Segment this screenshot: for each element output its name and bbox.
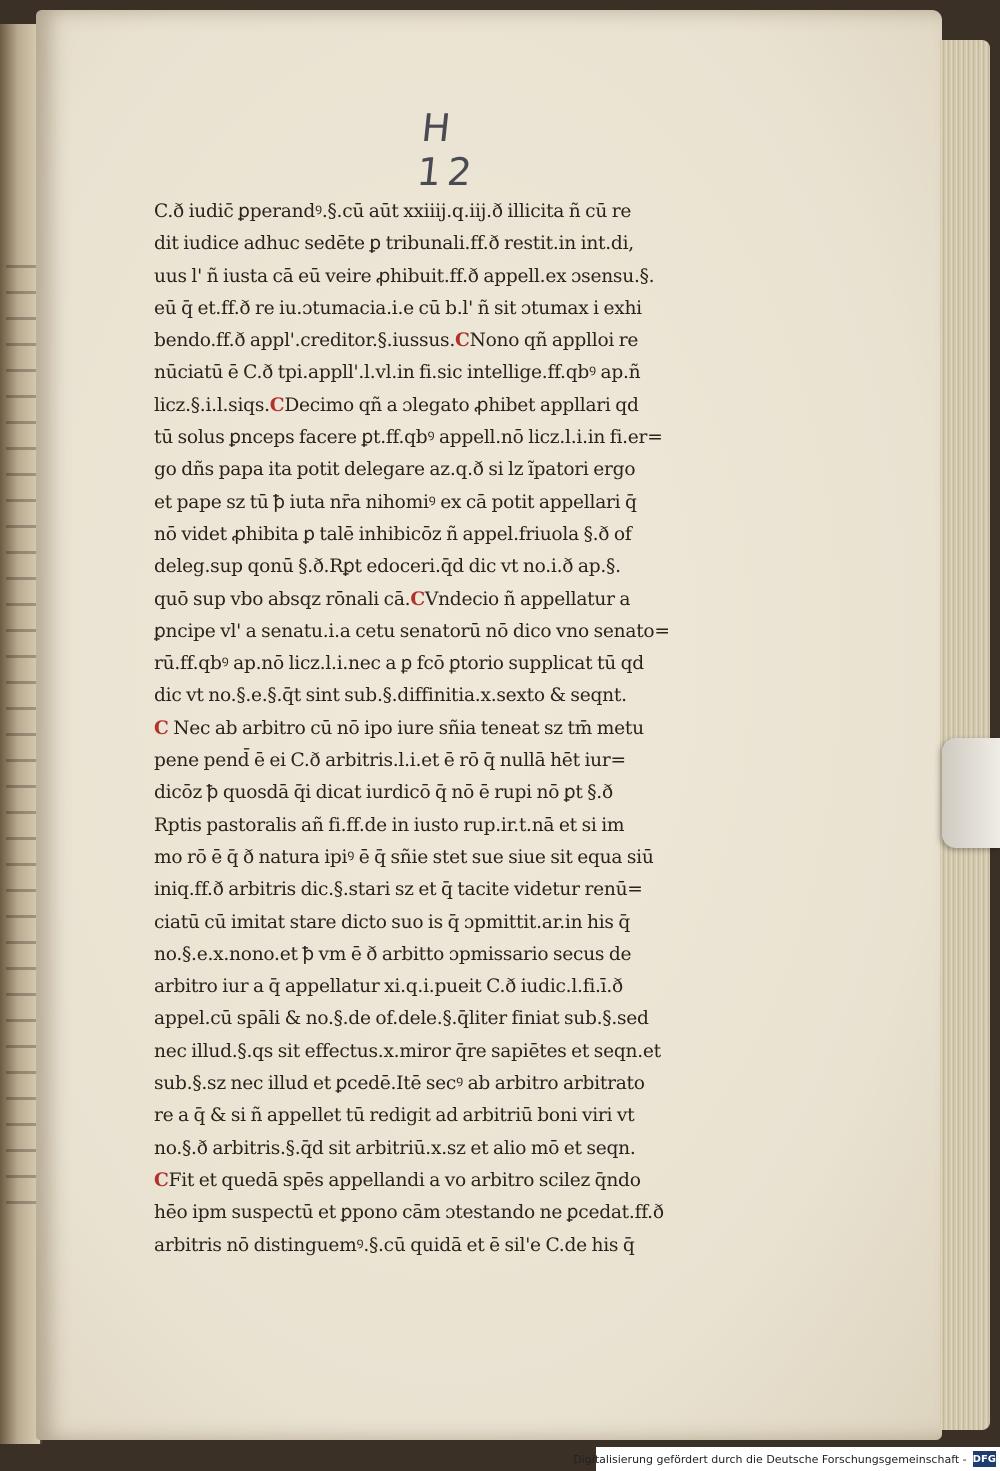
text-segment: Nec ab arbitro cū nō ipo iure sñia teneat sz tm̄ metu bbox=[168, 717, 644, 739]
text-segment: no.§.ð arbitris.§.q̄d sit arbitriū.x.sz et alio mō et seqn. bbox=[154, 1137, 636, 1159]
text-segment: dit iudice adhuc sedēte ꝑ tribunali.ff.ð restit.in int.di, bbox=[154, 233, 634, 255]
text-line bbox=[154, 261, 754, 293]
text-line bbox=[154, 1100, 754, 1132]
text-line bbox=[154, 971, 754, 1003]
text-line bbox=[154, 584, 754, 616]
text-segment: go dñs papa ita potit delegare az.q.ð si lz ĩpatori ergo bbox=[154, 459, 636, 481]
footer-bar bbox=[573, 1447, 1000, 1471]
text-segment: quō sup vbo absqz rōnali cā. bbox=[154, 588, 411, 610]
text-segment: eū q̄ et.ff.ð re iu.ɔtumacia.i.e cū b.l' ñ sit ɔtumax i exhi bbox=[154, 297, 642, 319]
text-segment: re a q̄ & si ñ appellet tū redigit ad arbitriū boni viri vt bbox=[154, 1105, 635, 1127]
text-line bbox=[154, 680, 754, 712]
fore-edge-pages bbox=[940, 40, 990, 1430]
rubric-paragraph-mark: C bbox=[410, 588, 425, 610]
text-line bbox=[154, 1197, 754, 1229]
dfg-logo-icon: DFG bbox=[973, 1451, 996, 1467]
text-segment: iniq.ff.ð arbitris dic.§.stari sz et q̄ tacite videtur renū= bbox=[154, 879, 643, 901]
text-segment: no.§.e.x.nono.et ꝥ vm ē ð arbitto ɔpmissario secus de bbox=[154, 943, 632, 965]
rubric-paragraph-mark: C bbox=[154, 717, 169, 739]
text-line bbox=[154, 551, 754, 583]
text-line bbox=[154, 1036, 754, 1068]
text-segment: C.ð iudic̄ ꝑperandꝰ.§.cū aūt xxiiij.q.iij.ð illicita ñ cū re bbox=[154, 201, 632, 222]
text-segment: tū solus ꝑnceps facere ꝑt.ff.qbꝰ appell.nō licz.l.i.in fi.er= bbox=[154, 427, 663, 449]
rubric-paragraph-mark: C bbox=[154, 1169, 169, 1191]
text-line bbox=[154, 1003, 754, 1035]
text-segment: nūciatū ē C.ð tpi.appll'.l.vl.in fi.sic intellige.ff.qbꝰ ap.ñ bbox=[154, 362, 641, 384]
text-line bbox=[154, 842, 754, 874]
text-line bbox=[154, 390, 754, 422]
text-segment: hēo ipm suspectū et ꝑpono cām ɔtestando ne ꝑcedat.ff.ð bbox=[154, 1202, 664, 1224]
text-segment: Fit et quedā spēs appellandi a vo arbitro scilez q̄ndo bbox=[168, 1169, 641, 1191]
text-line bbox=[154, 1165, 754, 1197]
text-segment: appel.cū spāli & no.§.de of.dele.§.q̄liter finiat sub.§.sed bbox=[154, 1008, 649, 1030]
text-segment: bendo.ff.ð appl'.creditor.§.iussus. bbox=[154, 330, 456, 352]
rubric-paragraph-mark: C bbox=[455, 330, 470, 352]
text-line bbox=[154, 196, 754, 228]
text-line bbox=[154, 1068, 754, 1100]
text-segment: ciatū cū imitat stare dicto suo is q̄ ɔpmittit.ar.in his q̄ bbox=[154, 911, 631, 933]
text-line bbox=[154, 1230, 754, 1262]
text-segment: licz.§.i.l.siqs. bbox=[154, 394, 270, 416]
text-segment: dicōz ꝥ quosdā q̄i dicat iurdicō q̄ nō ē rupi nō ꝑt §.ð bbox=[154, 782, 613, 804]
text-line bbox=[154, 357, 754, 389]
text-segment: uus l' ñ iusta cā eū veire ꝓhibuit.ff.ð appell.ex ɔsensu.§. bbox=[154, 265, 655, 287]
text-line bbox=[154, 648, 754, 680]
facing-page-text bbox=[6, 254, 36, 1204]
text-segment: dic vt no.§.e.§.q̄t sint sub.§.diffinitia.x.sexto & seqnt. bbox=[154, 685, 627, 707]
text-line bbox=[154, 1133, 754, 1165]
text-line bbox=[154, 422, 754, 454]
text-segment: Rptis pastoralis añ fi.ff.de in iusto rup.ir.t.nā et si im bbox=[154, 814, 625, 836]
rubric-paragraph-mark: C bbox=[269, 394, 285, 416]
text-segment: mo rō ē q̄ ð natura ipiꝰ ē q̄ sñie stet sue siue sit equa siū bbox=[154, 846, 654, 868]
text-line bbox=[154, 907, 754, 939]
text-line bbox=[154, 616, 754, 648]
text-line bbox=[154, 228, 754, 260]
text-segment: pene pend̄ ē ei C.ð arbitris.l.i.et ē rō q̄ nullā hēt iur= bbox=[154, 750, 626, 772]
text-segment: arbitro iur a q̄ appellatur xi.q.i.pueit C.ð iudic.l.fi.ī.ð bbox=[154, 976, 623, 998]
text-segment: Nono qñ applloi re bbox=[469, 330, 639, 352]
text-segment: nec illud.§.qs sit effectus.x.miror q̄re sapiētes et seqn.et bbox=[154, 1040, 661, 1062]
text-segment: et pape sz tū ꝥ iuta nr̄a nihomiꝰ ex cā potit appellari q̄ bbox=[154, 491, 637, 513]
text-segment: ꝑncipe vl' a senatu.i.a cetu senatorū nō dico vno senato= bbox=[154, 620, 670, 642]
text-line bbox=[154, 293, 754, 325]
text-segment: Decimo qñ a ɔlegato ꝓhibet appllari qd bbox=[284, 394, 639, 416]
text-segment: rū.ff.qbꝰ ap.nō licz.l.i.nec a ꝑ fcō ꝑtorio supplicat tū qd bbox=[154, 653, 644, 675]
footer-credit-text: Digitalisierung gefördert durch die Deutsche Forschungsgemeinschaft - bbox=[573, 1452, 967, 1466]
text-line bbox=[154, 939, 754, 971]
text-line bbox=[154, 325, 754, 357]
text-block bbox=[154, 196, 754, 1256]
text-line bbox=[154, 454, 754, 486]
text-segment: Vndecio ñ appellatur a bbox=[424, 588, 631, 610]
text-line bbox=[154, 487, 754, 519]
text-segment: arbitris nō distinguemꝰ.§.cū quidā et ē sil'e C.de his q̄ bbox=[154, 1234, 635, 1256]
pencil-folio-note: H 12 bbox=[414, 106, 480, 194]
text-line bbox=[154, 745, 754, 777]
text-segment: sub.§.sz nec illud et ꝑcedē.Itē secꝰ ab arbitro arbitrato bbox=[154, 1073, 645, 1095]
text-line bbox=[154, 874, 754, 906]
text-segment: nō videt ꝓhibita ꝑ talē inhibicōz ñ appel.friuola §.ð of bbox=[154, 523, 632, 545]
text-line bbox=[154, 777, 754, 809]
text-line bbox=[154, 519, 754, 551]
text-line bbox=[154, 810, 754, 842]
text-segment: deleg.sup qonū §.ð.Rꝑt edoceri.q̄d dic vt no.i.ð ap.§. bbox=[154, 556, 621, 578]
text-line bbox=[154, 713, 754, 745]
page-tab bbox=[942, 738, 1000, 848]
book-page bbox=[36, 10, 942, 1440]
